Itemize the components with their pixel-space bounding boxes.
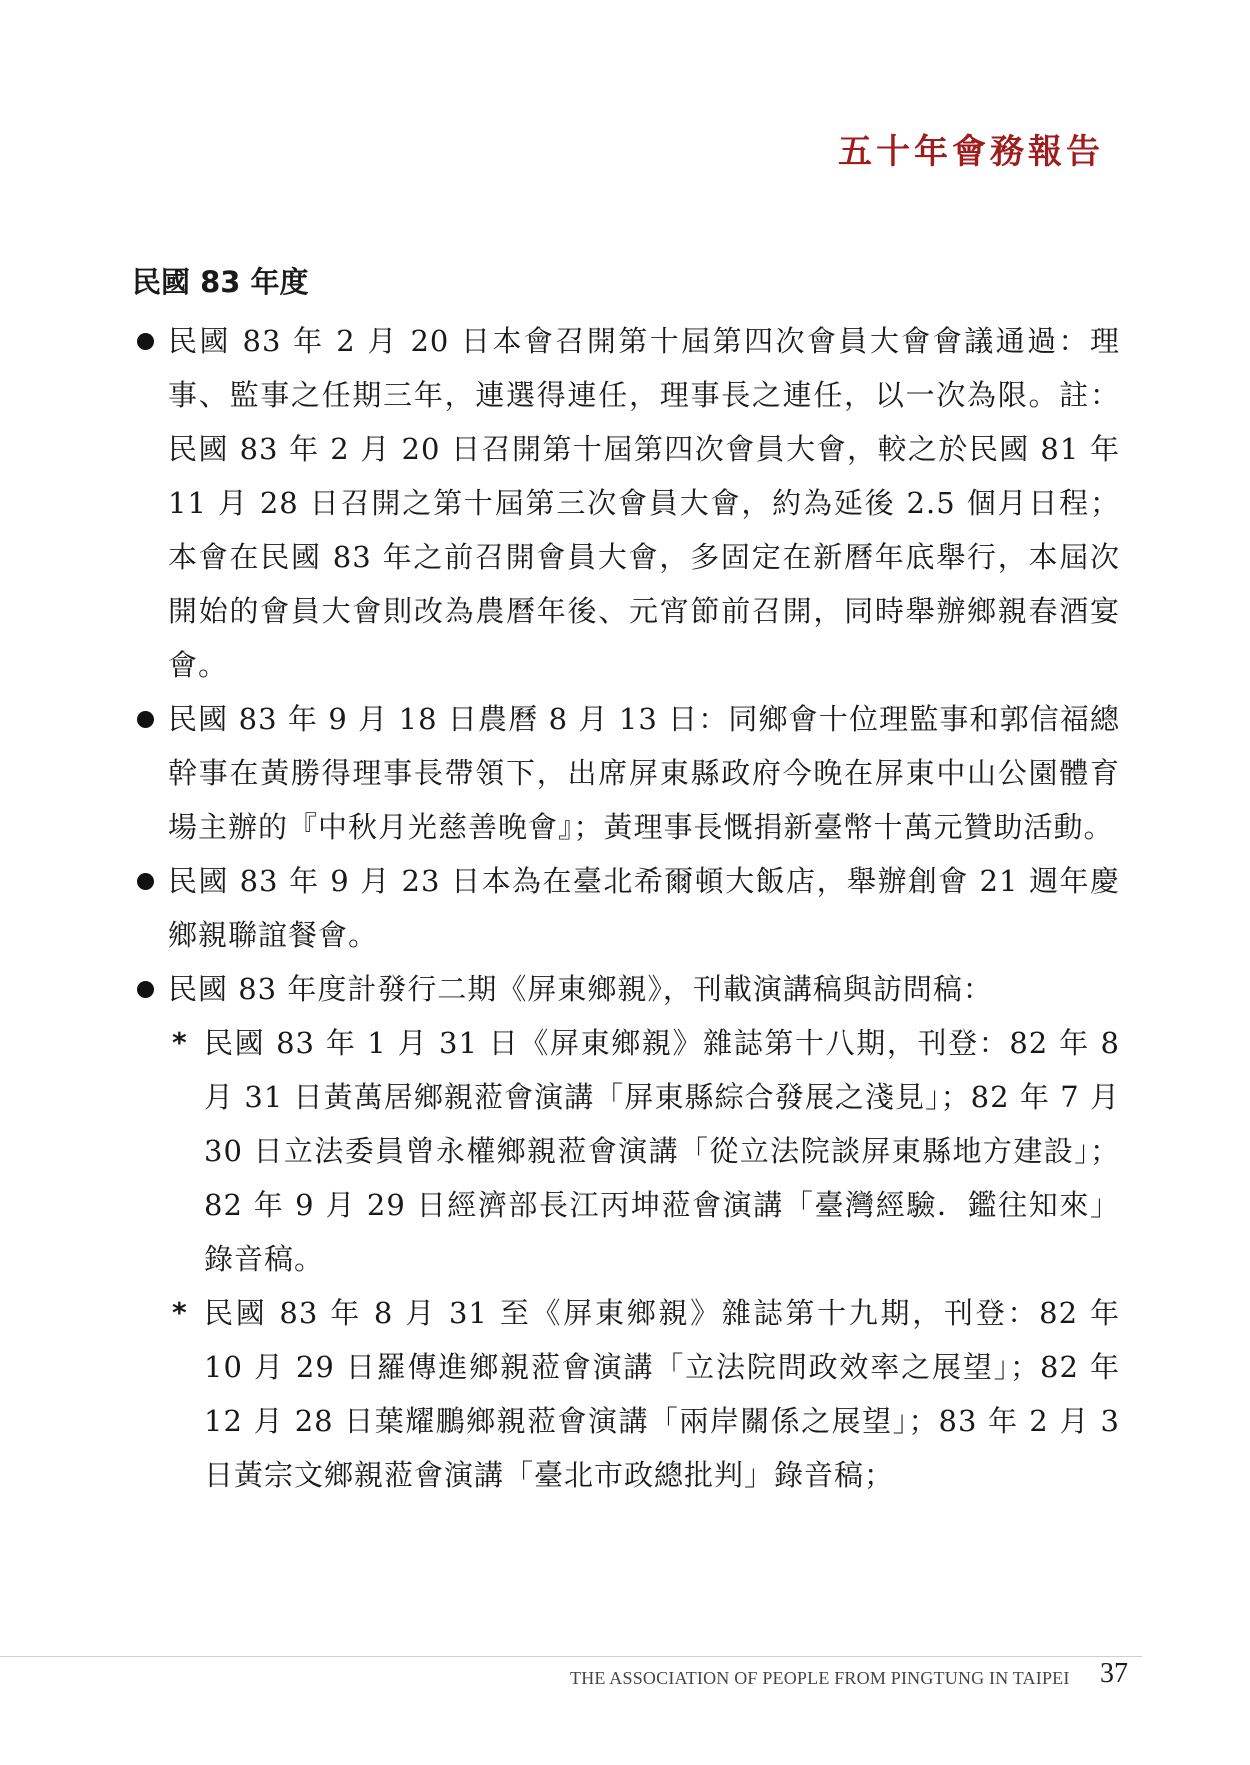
footer-organization-name: THE ASSOCIATION OF PEOPLE FROM PINGTUNG IN TAIPEI xyxy=(570,1668,1070,1688)
running-header-title: 五十年會務報告 xyxy=(838,132,1104,172)
section-heading: 民國 83 年度 xyxy=(132,265,309,299)
bullet-dot-icon xyxy=(137,711,154,728)
bullet-text: 民國 83 年 9 月 23 日本為在臺北希爾頓大飯店，舉辦創會 21 週年慶鄉親聯誼餐會。 xyxy=(168,864,1120,952)
bullet-dot-icon xyxy=(137,333,154,350)
bullet-text: 民國 83 年度計發行二期《屏東鄉親》，刊載演講稿與訪問稿： xyxy=(168,972,993,1006)
sub-item xyxy=(132,1016,1120,1286)
bullet-item xyxy=(132,314,1120,692)
bullet-item xyxy=(132,854,1120,962)
sub-item xyxy=(132,1286,1120,1502)
bullet-text: 民國 83 年 9 月 18 日農曆 8 月 13 日：同鄉會十位理監事和郭信福總幹事在黃勝得理事長帶領下，出席屏東縣政府今晚在屏東中山公園體育場主辦的『中秋月光慈善晚會』；黃理事長慨捐新臺幣十萬元贊助活動。 xyxy=(168,702,1120,844)
bullet-text: 民國 83 年 2 月 20 日本會召開第十屆第四次會員大會會議通過：理事、監事之任期三年，連選得連任，理事長之連任，以一次為限。註：民國 83 年 2 月 20 日召開第十屆第四次會員大會，較之於民國 81 年 11 月 28 日召開之第十屆第三次會員大會，約為延後 2.5 個月日程；本會在民國 83 年之前召開會員大會，多固定在新曆年底舉行，本屆次開始的會員大會則改為農曆年後、元宵節前召開，同時舉辦鄉親春酒宴會。 xyxy=(168,324,1120,682)
asterisk-icon: * xyxy=(172,1026,188,1059)
bullet-item xyxy=(132,692,1120,854)
sub-item-text: 民國 83 年 1 月 31 日《屏東鄉親》雜誌第十八期，刊登：82 年 8 月 31 日黃萬居鄉親蒞會演講「屏東縣綜合發展之淺見」；82 年 7 月 30 日立法委員曾永權鄉親蒞會演講「從立法院談屏東縣地方建設」；82 年 9 月 29 日經濟部長江丙坤蒞會演講「臺灣經驗．鑑往知來」錄音稿。 xyxy=(204,1026,1120,1276)
asterisk-icon: * xyxy=(172,1296,188,1329)
bullet-item xyxy=(132,962,1120,1016)
sub-item-text: 民國 83 年 8 月 31 至《屏東鄉親》雜誌第十九期，刊登：82 年 10 月 29 日羅傳進鄉親蒞會演講「立法院問政效率之展望」；82 年 12 月 28 日葉耀鵬鄉親蒞會演講「兩岸關係之展望」；83 年 2 月 3 日黃宗文鄉親蒞會演講「臺北市政總批判」錄音稿； xyxy=(204,1296,1120,1492)
page-content xyxy=(132,262,1120,1502)
page-number: 37 xyxy=(1100,1658,1128,1689)
bullet-dot-icon xyxy=(137,873,154,890)
bullet-dot-icon xyxy=(137,981,154,998)
footer-divider xyxy=(0,1656,1142,1657)
